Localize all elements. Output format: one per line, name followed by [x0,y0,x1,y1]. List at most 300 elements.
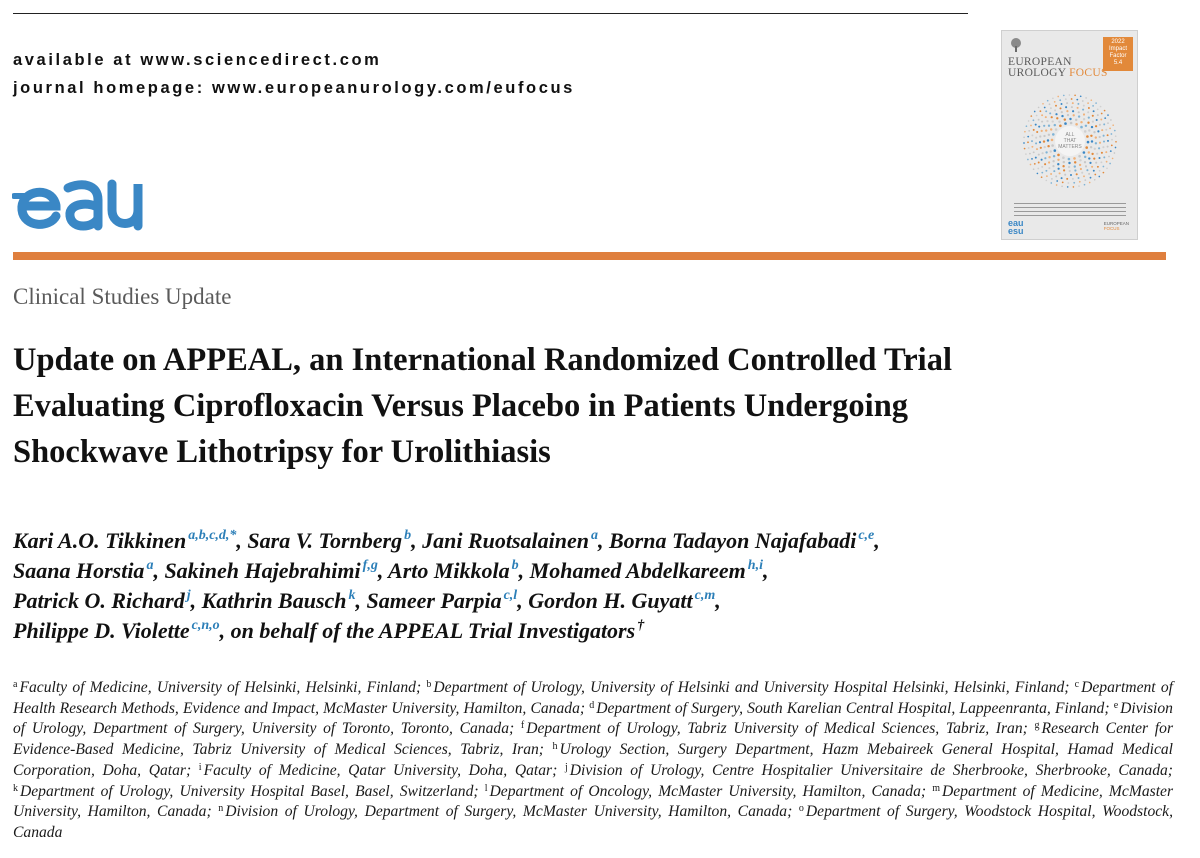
cover-dot [1098,157,1100,159]
cover-dot [1030,125,1032,127]
cover-dot [1027,141,1029,143]
sciencedirect-link[interactable]: available at www.sciencedirect.com [13,51,382,69]
cover-dot [1047,139,1049,141]
svg-text:MATTERS: MATTERS [1058,144,1082,150]
cover-dot [1073,182,1075,184]
cover-dot [1111,133,1113,135]
cover-dot [1038,119,1040,121]
cover-dot [1083,105,1085,107]
cover-dot [1043,125,1045,127]
cover-dot [1055,175,1057,177]
cover-dot [1107,114,1109,116]
cover-dot [1034,111,1036,113]
affiliation-item: $^o$ Department of Surgery, Woodstock Hospital, Woodstock, Canada [13,803,1173,841]
cover-dot [1084,161,1086,163]
author-affiliation-links[interactable]: c,l [503,588,518,603]
cover-dot [1023,142,1025,144]
cover-dot [1106,167,1108,169]
cover-dot [1103,172,1105,174]
cover-dot [1039,141,1041,143]
cover-dot [1043,140,1045,142]
cover-dot [1056,180,1058,182]
affiliation-item: $^a$ Faculty of Medicine, University of Helsinki, Helsinki, Finland; [13,679,422,696]
cover-dot [1082,109,1084,111]
cover-dot [1031,140,1033,142]
cover-dot [1087,102,1089,104]
affiliation-item: $^n$ Division of Urology, Department of Surgery, McMaster University, Hamilton, Canada; [218,803,793,821]
cover-dot [1083,175,1085,177]
cover-dot [1057,163,1059,165]
cover-dot [1098,147,1100,149]
cover-dot [1083,113,1085,115]
cover-dot [1095,125,1097,127]
author-list: Kari A.O. Tikkinen $^{a,b,c,d,*}$, Sara V. Tornberg $^b$, Jani Ruotsalainen $^a$, Borna Tadayon Najafabadi $^{c,e}$, Saana Horstia $^a$, Sakineh Hajebrahimi $^{f,g}$, Arto Mikkola $^b$, Mohamed Abdelkareem $^{h,i}$, Patrick O. Richard $^j$, Kathrin Bausch $^k$, Sameer Parpia $^{c,l}$, Gordon H. Guyatt $^{c,m}$, Philippe D. Violette $^{c,n,o}$, on behalf of the APPEAL Trial Investigators † [13,528,880,643]
author-name: Sameer Parpia [366,588,502,613]
cover-dot [1078,115,1080,117]
svg-text:ALL: ALL [1065,132,1075,138]
cover-dot [1046,175,1048,177]
author-affiliation-links[interactable]: j [186,588,191,603]
cover-dot [1061,103,1063,105]
cover-dot [1041,121,1043,123]
cover-dot [1083,118,1085,120]
cover-dot [1055,105,1057,107]
cover-dot [1071,98,1073,100]
cover-dot [1030,115,1032,117]
cover-dot [1114,130,1116,132]
cover-dot [1028,130,1030,132]
cover-dot [1074,169,1076,171]
cover-dot [1028,120,1030,122]
cover-dot [1041,166,1043,168]
cover-dot [1107,146,1109,148]
author-name: Gordon H. Guyatt [528,588,693,613]
cover-dot [1064,122,1067,125]
top-rule [13,13,968,14]
cover-dot [1099,142,1101,144]
cover-dot [1046,120,1048,122]
cover-dot [1101,129,1103,131]
title-line: Evaluating Ciprofloxacin Versus Placebo in Patients Undergoing [13,388,909,424]
cover-dot [1036,131,1038,133]
cover-dot [1103,140,1105,142]
cover-dot [1062,182,1064,184]
cover-dot [1048,125,1050,127]
cover-society-logo: eau esu [1008,218,1024,236]
cover-dot [1045,151,1047,153]
cover-dot [1063,169,1065,171]
author-name: Patrick O. Richard [13,588,185,613]
cover-dot [1075,119,1077,121]
cover-dot [1057,154,1060,157]
cover-dot [1056,184,1058,186]
cover-dot [1065,106,1067,108]
elsevier-tree-icon [1008,37,1024,53]
cover-dot [1048,134,1050,136]
section-label: Clinical Studies Update [13,284,232,309]
cover-dot [1091,153,1093,155]
cover-dot [1041,172,1043,174]
cover-dot [1072,178,1074,180]
author-affiliation-links[interactable]: h,i [747,558,763,573]
cover-dot [1052,120,1054,122]
cover-dot [1076,99,1078,101]
cover-dot [1087,122,1089,124]
author-name: Arto Mikkola [388,558,510,583]
cover-dot [1100,119,1102,121]
cover-dot [1051,139,1054,142]
cover-dot [1026,125,1028,127]
cover-dot [1072,110,1074,112]
cover-dot [1070,122,1073,125]
author-name: Mohamed Abdelkareem [529,558,746,583]
cover-dot [1041,130,1043,132]
cover-dot [1070,174,1072,176]
cover-dot [1052,97,1054,99]
affiliation-item: $^h$ Urology Section, Surgery Department, Hazm Mebaireek General Hospital, Hamad Medical Corporation, Doha, Qatar; [13,741,1173,779]
cover-dot [1092,115,1094,117]
author-affiliation-links[interactable]: k [348,588,356,603]
cover-dot [1065,98,1067,100]
affiliation-item: $^g$ Research Center for Evidence-Based Medicine, Tabriz University of Medical Sciences, Tabriz, Iran; [13,720,1174,759]
cover-dot [1055,128,1058,131]
author-name: Kathrin Bausch [201,588,347,613]
cover-dot [1049,103,1051,105]
cover-dot [1101,113,1103,115]
cover-dot [1077,103,1079,105]
cover-dot [1087,111,1089,113]
cover-dot [1088,151,1090,153]
cover-dot [1090,135,1092,137]
cover-dot [1086,135,1089,138]
cover-dot [1035,137,1037,139]
cover-dot [1086,169,1088,171]
cover-dot [1050,173,1052,175]
cover-dot [1053,170,1055,172]
cover-dot [1073,157,1076,160]
cover-dot [1035,157,1037,159]
cover-dot [1050,182,1052,184]
cover-dot [1040,110,1042,112]
cover-dot [1039,135,1041,137]
cover-dot [1068,162,1070,164]
cover-dot [1061,177,1063,179]
author-name: Saana Horstia [13,558,145,583]
affiliation-item: $^c$ Department of Health Research Methods, Evidence and Impact, McMaster University, Hamilton, Canada; [13,679,1173,717]
cover-dot [1098,176,1100,178]
cover-dot [1045,170,1047,172]
cover-dot [1102,146,1104,148]
cover-dot [1077,107,1079,109]
cover-dot [1076,173,1078,175]
cover-dot [1080,121,1082,123]
cover-dot [1053,155,1055,157]
cover-dot [1071,106,1073,108]
cover-dot [1042,103,1044,105]
cover-dot [1088,107,1090,109]
cover-dot [1033,151,1035,153]
cover-dot [1095,162,1097,164]
cover-dot [1030,164,1032,166]
cover-dot [1114,152,1116,154]
cover-dot [1099,124,1101,126]
cover-dot [1047,100,1049,102]
cover-dot [1028,147,1030,149]
cover-dot [1073,186,1075,188]
cover-dot [1024,148,1026,150]
cover-dot [1067,114,1069,116]
author-affiliation-links[interactable]: b [404,528,412,543]
cover-dot [1066,102,1068,104]
cover-dot [1063,161,1065,163]
cover-dot [1059,99,1061,101]
eau-logo [12,172,147,234]
cover-dot [1078,185,1080,187]
author-affiliation-links[interactable]: a,b,c,d,* [188,528,237,543]
cover-dot [1104,110,1106,112]
author-affiliation-links[interactable]: a [146,558,154,573]
cover-dot [1099,136,1101,138]
cover-dot [1093,158,1095,160]
cover-dot [1069,118,1071,120]
cover-dot [1106,161,1108,163]
cover-dot [1049,150,1051,152]
cover-dot [1103,123,1105,125]
cover-dot [1094,179,1096,181]
cover-dot [1088,157,1090,159]
cover-dot [1068,158,1071,161]
cover-dot [1079,164,1081,166]
cover-dot [1073,114,1075,116]
cover-text-lines [1014,203,1126,221]
cover-dot [1093,131,1095,133]
cover-dot [1034,163,1036,165]
article-title [13,337,1183,475]
cover-dot [1097,109,1099,111]
cover-dot [1089,162,1091,164]
cover-dot [1096,119,1098,121]
cover-dot [1100,161,1102,163]
cover-dot [1061,185,1063,187]
cover-dot [1052,160,1054,162]
cover-dot [1063,95,1065,97]
cover-dot [1048,161,1050,163]
cover-dot [1051,178,1053,180]
author-affiliation-links[interactable]: c,e [858,528,875,543]
cover-dot [1052,133,1055,136]
cover-dot [1044,157,1046,159]
cover-dot [1033,119,1035,121]
author-affiliation-links[interactable]: f,g [362,558,378,573]
cover-dot [1111,139,1113,141]
cover-dot [1047,145,1049,147]
cover-dot [1099,170,1101,172]
cover-dot [1044,163,1046,165]
cover-dot [1093,110,1095,112]
cover-dot [1082,100,1084,102]
cover-dot [1092,121,1094,123]
cover-dot [1043,135,1045,137]
cover-dot [1068,166,1070,168]
cover-dot [1027,136,1029,138]
cover-dot [1110,150,1112,152]
cover-dot [1036,148,1038,150]
cover-dot [1058,168,1060,170]
cover-dot [1058,120,1060,122]
cover-dot [1090,177,1092,179]
cover-dot [1038,126,1040,128]
cover-dot [1074,94,1076,96]
affiliation-item: $^l$ Department of Oncology, McMaster University, Hamilton, Canada; [484,782,927,800]
cover-dot [1050,107,1052,109]
cover-dot [1035,124,1037,126]
cover-dot [1095,142,1097,144]
cover-dot [1051,116,1053,118]
cover-dot [1078,155,1081,158]
cover-dot [1105,129,1107,131]
cover-dot [1085,165,1087,167]
cover-dot [1089,182,1091,184]
journal-links [13,46,575,102]
author-name: Jani Ruotsalainen [422,528,589,553]
author-name: Philippe D. Violette [13,618,190,643]
cover-dot [1103,135,1105,137]
journal-homepage-link[interactable]: journal homepage: www.europeanurology.com/eufocus [13,79,575,97]
cover-dot [1085,97,1087,99]
cover-dot [1079,159,1081,161]
cover-dot [1035,142,1037,144]
cover-dot [1115,135,1117,137]
cover-dot [1037,173,1039,175]
cover-dot [1079,181,1081,183]
cover-dot [1057,159,1059,161]
cover-dot [1097,166,1099,168]
cover-dot [1024,131,1026,133]
cover-dot [1084,130,1087,133]
cover-dot [1033,168,1035,170]
footnote-dagger-link[interactable]: † [637,618,645,633]
cover-dot [1081,172,1083,174]
cover-dot [1088,117,1090,119]
cover-dot [1078,111,1080,113]
cover-dot [1059,172,1061,174]
cover-dot [1085,146,1088,149]
cover-dot [1096,153,1098,155]
cover-dot [1059,125,1062,128]
cover-dot [1045,129,1047,131]
cover-dot [1062,156,1065,159]
author-name: Sakineh Hajebrahimi [164,558,361,583]
author-affiliation-links[interactable]: c,n,o [191,618,220,633]
cover-dot [1084,184,1086,186]
affiliation-item: $^d$ Department of Surgery, South Karelian Central Hospital, Lappeenranta, Finland; [589,699,1110,717]
cover-dot [1038,154,1040,156]
cover-dot [1067,186,1069,188]
cover-dot [1093,170,1095,172]
cover-dot [1042,152,1044,154]
cover-dot [1069,170,1071,172]
author-affiliation-links[interactable]: b [511,558,519,573]
authors-group-suffix: on behalf of the APPEAL Trial Investigators [230,618,636,643]
cover-dot [1115,141,1117,143]
cover-dot [1072,102,1074,104]
cover-dot [1107,122,1109,124]
cover-dot [1109,128,1111,130]
cover-dot [1066,178,1068,180]
affiliation-item: $^e$ Division of Urology, Department of Surgery, University of Toronto, Toronto, Canada; [13,699,1173,738]
cover-dot [1059,107,1061,109]
cover-dot [1031,158,1033,160]
author-affiliation-links[interactable]: a [590,528,598,543]
cover-dot [1094,148,1096,150]
cover-dot [1064,174,1066,176]
cover-dot [1054,149,1057,152]
author-affiliation-links[interactable]: c,m [694,588,716,603]
author-name: Sara V. Tornberg [247,528,403,553]
cover-journal-mark: EUROPEAN FOCUS [1103,221,1129,231]
cover-dot [1080,95,1082,97]
affiliation-item: $^j$ Division of Urology, Centre Hospitalier Universitaire de Sherbrooke, Sherbrooke, Canada; [564,761,1173,779]
affiliations-block [13,678,1173,844]
affiliation-item: $^i$ Faculty of Medicine, Qatar University, Doha, Qatar; [198,761,558,779]
cover-dot [1040,147,1042,149]
affiliation-item: $^k$ Department of Urology, University Hospital Basel, Basel, Switzerland; [13,782,479,800]
cover-dot [1075,123,1078,126]
cover-dot [1062,165,1064,167]
cover-dot [1097,130,1099,132]
cover-dot [1103,156,1105,158]
cover-dot [1048,156,1050,158]
affiliation-item: $^b$ Department of Urology, University of Helsinki and University Hospital Helsinki, Helsinki, Finland; [426,679,1070,696]
orange-divider [13,252,1166,260]
cover-dot [1027,159,1029,161]
cover-dot [1084,179,1086,181]
cover-dot [1110,119,1112,121]
cover-dot [1091,166,1093,168]
cover-dot [1085,125,1087,127]
cover-dot [1078,177,1080,179]
cover-dot [1100,106,1102,108]
author-name: Borna Tadayon Najafabadi [608,528,857,553]
cover-dot [1048,167,1050,169]
cover-dot [1052,165,1054,167]
cover-dot [1037,168,1039,170]
cover-dot [1033,129,1035,131]
cover-dot [1074,161,1076,163]
title-line: Update on APPEAL, an International Randomized Controlled Trial [13,342,952,378]
cover-dot [1090,99,1092,101]
cover-dot [1044,146,1046,148]
cover-dot [1041,114,1043,116]
cover-dot [1061,111,1063,113]
cover-dot [1023,136,1025,138]
cover-dot [1045,116,1047,118]
cover-dot [1103,166,1105,168]
cover-dot [1084,156,1086,158]
cover-dot [1088,173,1090,175]
cover-dot [1045,180,1047,182]
cover-dot [1066,110,1068,112]
cover-dot [1080,168,1082,170]
cover-dot [1105,151,1107,153]
cover-dot [1109,163,1111,165]
cover-dot [1051,144,1054,147]
cover-dot [1091,126,1093,128]
cover-dot [1111,145,1113,147]
cover-dot [1038,107,1040,109]
affiliation-item: $^m$ Department of Medicine, McMaster University, Hamilton, Canada; [13,782,1174,821]
cover-dot [1029,153,1031,155]
